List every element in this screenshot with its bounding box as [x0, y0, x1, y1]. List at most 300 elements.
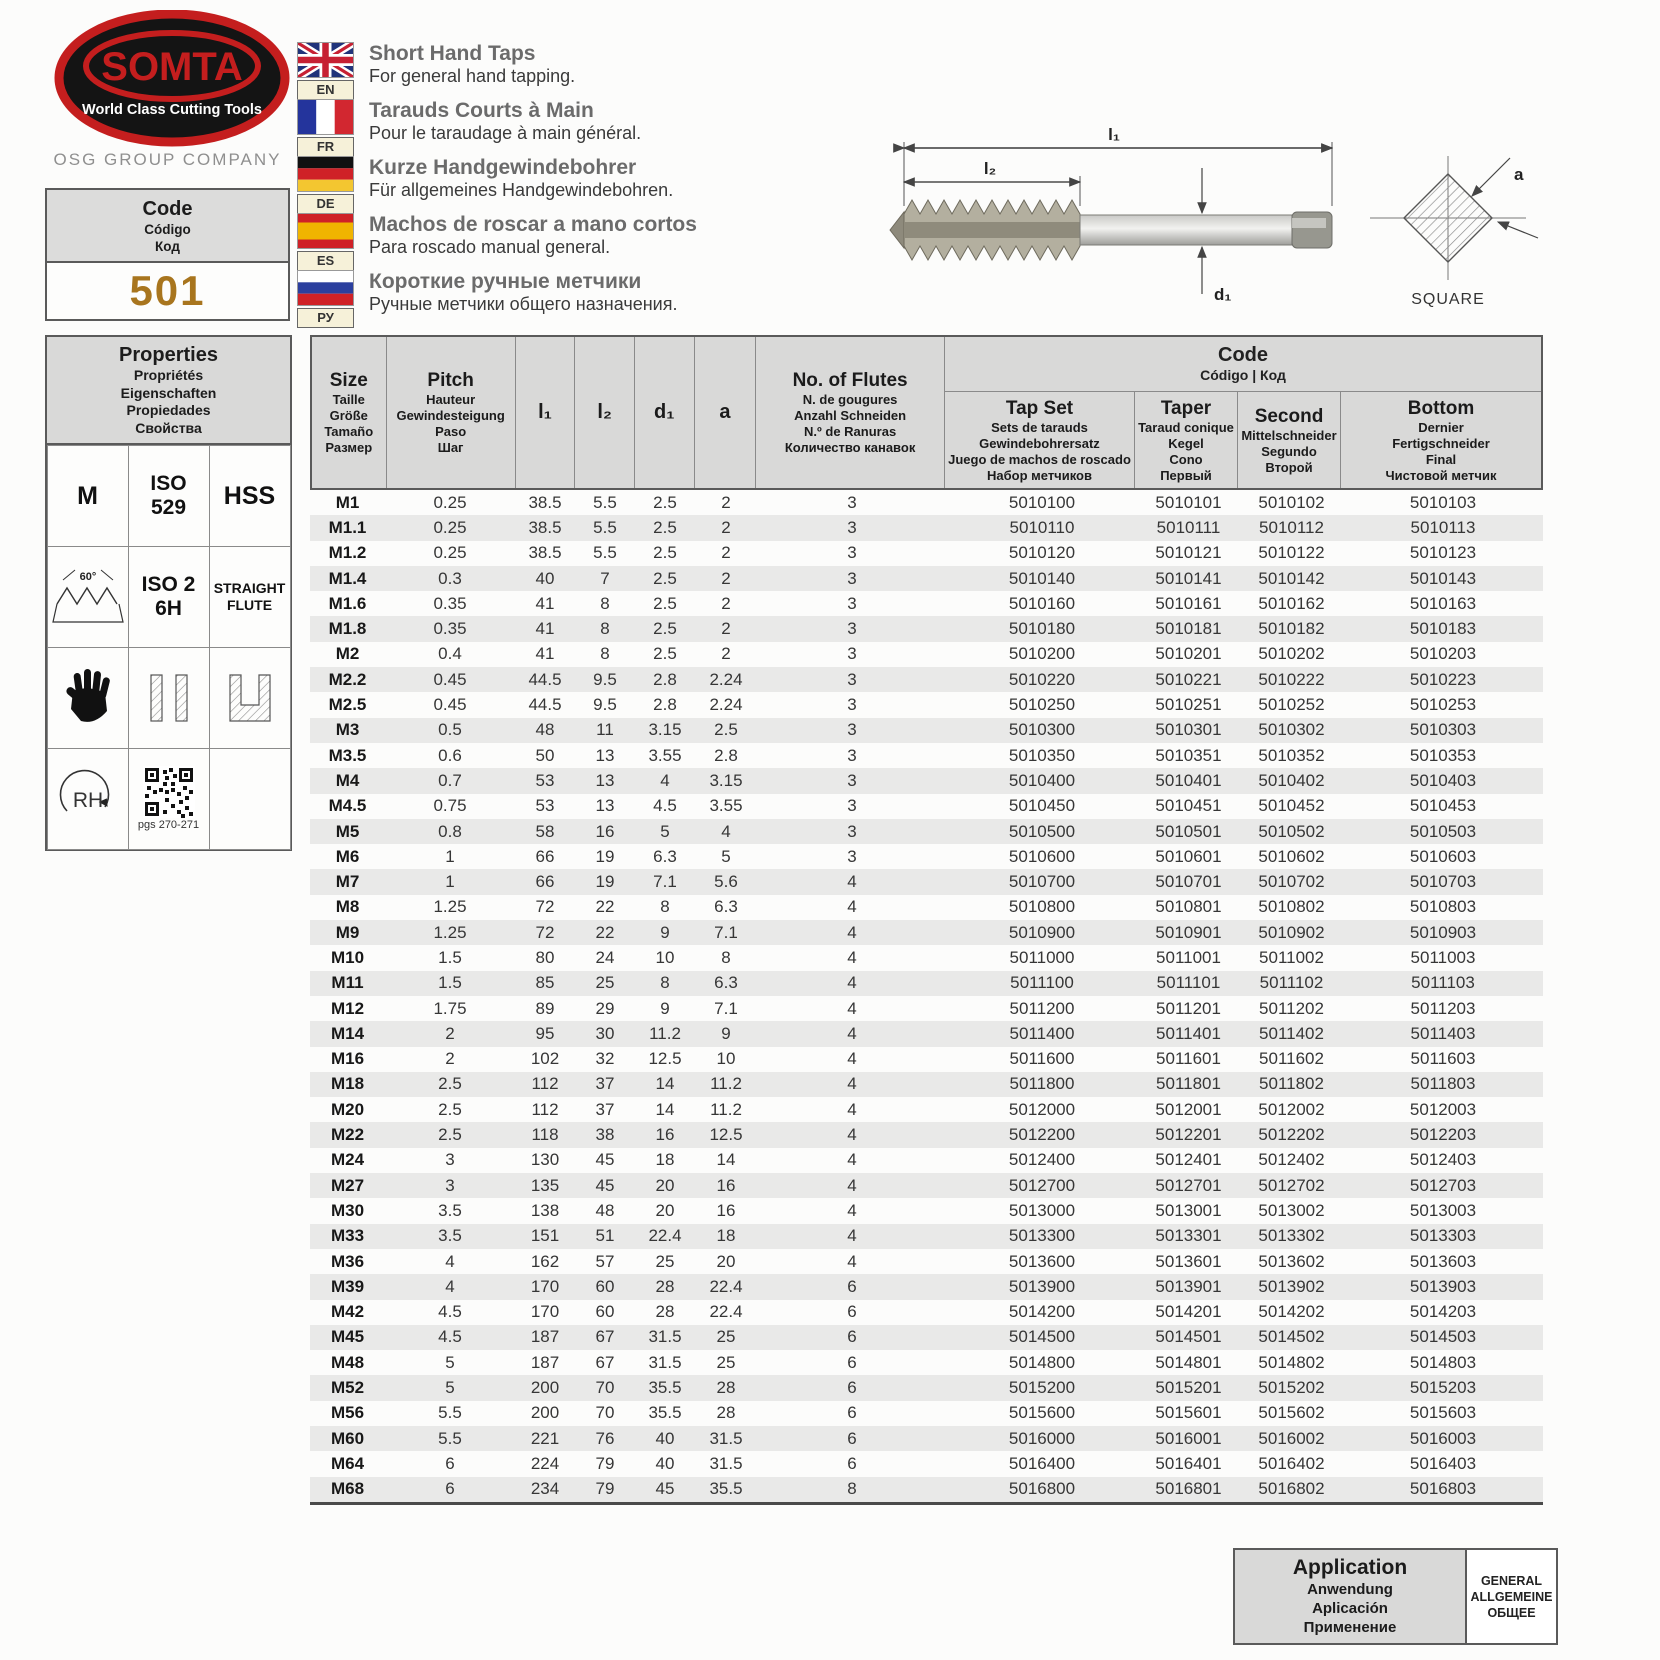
header-a: a	[695, 337, 757, 488]
cell-value: 14	[655, 1099, 675, 1119]
cell-value: 5.5	[593, 517, 617, 537]
cell-value: 5016001	[1155, 1428, 1222, 1448]
cell-value: 5010503	[1409, 821, 1477, 841]
cell-value: 4	[847, 1023, 857, 1043]
company-name: OSG GROUP COMPANY	[53, 150, 282, 169]
cell-value: 3.55	[648, 745, 682, 765]
cell-value: 5013301	[1155, 1226, 1222, 1246]
cell-value: 6.3	[714, 973, 738, 993]
cell-value: 5010113	[1410, 517, 1476, 537]
cell-value: 5013300	[1008, 1226, 1076, 1246]
cell-value: 5010121	[1155, 543, 1222, 563]
tap-drawing-graphic	[862, 110, 1562, 322]
lang-desc-fr: Pour le taraudage à main général.	[369, 123, 642, 143]
cell-value: 6.3	[714, 897, 738, 917]
cell-value: 37	[595, 1074, 615, 1094]
cell-value: 5010403	[1409, 770, 1477, 790]
cell-value: 5016803	[1409, 1479, 1477, 1499]
cell-size: M42	[330, 1302, 365, 1322]
cell-value: 0.25	[433, 492, 467, 512]
cell-value: 44.5	[528, 695, 562, 715]
cell-value: 48	[595, 1200, 615, 1220]
cell-value: 0.7	[438, 770, 462, 790]
cell-value: 89	[535, 998, 555, 1018]
profile-angle-label: 60°	[79, 570, 96, 583]
tap-technical-drawing	[862, 110, 1562, 327]
cell-value: 5013302	[1258, 1226, 1325, 1246]
cell-value: 5011102	[1259, 973, 1324, 993]
cell-value: 5011801	[1156, 1074, 1221, 1094]
square-section-diagram	[1370, 156, 1538, 308]
cell-value: 5010703	[1409, 872, 1477, 892]
cell-value: 6	[847, 1453, 857, 1473]
cell-value: 5013603	[1409, 1251, 1477, 1271]
cell-value: 5013902	[1258, 1276, 1325, 1296]
through-hole-icon	[128, 647, 210, 749]
cell-value: 5010160	[1008, 593, 1076, 613]
cell-value: 5016800	[1008, 1479, 1076, 1499]
table-row	[310, 844, 1543, 869]
cell-value: 60	[595, 1276, 615, 1296]
cell-size: M18	[330, 1074, 365, 1094]
cell-value: 3	[847, 568, 857, 588]
cell-value: 38.5	[528, 492, 562, 512]
cell-value: 5010202	[1258, 644, 1325, 664]
cell-value: 5	[445, 1378, 455, 1398]
cell-size: M3	[335, 720, 360, 740]
cell-value: 5.6	[714, 872, 738, 892]
cell-value: 31.5	[648, 1327, 682, 1347]
cell-value: 5010800	[1008, 897, 1076, 917]
cell-value: 5012402	[1258, 1150, 1325, 1170]
cell-value: 5.5	[593, 492, 617, 512]
cell-value: 5011603	[1410, 1049, 1476, 1069]
cell-value: 5014200	[1008, 1302, 1076, 1322]
cell-value: 5010251	[1155, 695, 1222, 715]
table-row	[310, 945, 1543, 970]
cell-value: 76	[595, 1428, 615, 1448]
prop-thread-designation: M	[47, 445, 129, 547]
cell-value: 10	[655, 947, 675, 967]
cell-size: M1.4	[328, 568, 367, 588]
cell-value: 6	[847, 1428, 857, 1448]
cell-value: 2	[721, 619, 731, 639]
cell-value: 5011203	[1410, 998, 1476, 1018]
cell-value: 11.2	[710, 1099, 742, 1119]
cell-value: 1.5	[438, 947, 462, 967]
cell-value: 4.5	[438, 1327, 462, 1347]
cell-value: 6	[847, 1302, 857, 1322]
cell-value: 187	[530, 1327, 560, 1347]
lang-title-fr: Tarauds Courts à Main	[369, 99, 594, 122]
table-row	[310, 1274, 1543, 1299]
table-row	[310, 515, 1543, 540]
cell-size: M20	[330, 1099, 365, 1119]
cell-value: 32	[595, 1049, 615, 1069]
cell-value: 5.5	[438, 1428, 462, 1448]
cell-size: M2.5	[328, 695, 367, 715]
cell-size: M36	[330, 1251, 365, 1271]
table-row	[310, 743, 1543, 768]
cell-size: M1.6	[328, 593, 367, 613]
cell-value: 170	[530, 1276, 560, 1296]
cell-value: 5011802	[1259, 1074, 1324, 1094]
cell-value: 72	[535, 922, 555, 942]
cell-value: 5010183	[1409, 619, 1477, 639]
cell-value: 66	[535, 846, 555, 866]
cell-value: 22	[595, 922, 615, 942]
cell-value: 6	[847, 1276, 857, 1296]
lang-title-ru: Короткие ручные метчики	[369, 270, 642, 293]
cell-value: 5	[721, 846, 731, 866]
cell-value: 5010181	[1155, 619, 1222, 639]
cell-value: 5010200	[1008, 644, 1076, 664]
cell-value: 79	[595, 1479, 615, 1499]
table-row	[310, 1097, 1543, 1122]
table-row	[310, 1426, 1543, 1451]
cell-value: 8	[660, 973, 670, 993]
table-row	[310, 1300, 1543, 1325]
cell-value: 5016400	[1008, 1453, 1076, 1473]
lang-code-ru: РУ	[297, 308, 354, 328]
code-box	[45, 188, 290, 321]
cell-value: 5011401	[1156, 1023, 1221, 1043]
cell-value: 2	[721, 644, 731, 664]
cell-value: 14	[716, 1150, 736, 1170]
cell-value: 3	[847, 517, 857, 537]
cell-value: 9	[660, 922, 670, 942]
cell-size: M56	[330, 1403, 365, 1423]
cell-size: M3.5	[328, 745, 367, 765]
cell-value: 48	[535, 720, 555, 740]
header-flutes: No. of Flutes N. de gougures Anzahl Schneiden N.º de Ranuras Количество канавок	[756, 337, 945, 488]
cell-value: 8	[721, 947, 731, 967]
cell-value: 5011100	[1010, 973, 1074, 993]
table-row	[310, 642, 1543, 667]
header-l2: l₂	[575, 337, 635, 488]
cell-value: 5011602	[1259, 1049, 1324, 1069]
cell-value: 3.55	[709, 796, 743, 816]
prop-standard: ISO 529	[128, 445, 210, 547]
cell-value: 35.5	[709, 1479, 743, 1499]
cell-value: 5014203	[1409, 1302, 1477, 1322]
cell-value: 5010450	[1008, 796, 1076, 816]
cell-size: M14	[330, 1023, 365, 1043]
somta-logo	[52, 10, 292, 155]
cell-value: 5.5	[438, 1403, 462, 1423]
cell-value: 5010900	[1008, 922, 1076, 942]
cell-value: 5011403	[1410, 1023, 1476, 1043]
cell-value: 5010143	[1409, 568, 1477, 588]
cell-value: 0.4	[438, 644, 462, 664]
dim-l1-label: l₁	[1108, 125, 1120, 144]
cell-value: 38.5	[528, 543, 562, 563]
cell-value: 44.5	[528, 669, 562, 689]
cell-size: M24	[330, 1150, 365, 1170]
cell-value: 2.24	[709, 669, 743, 689]
table-row	[310, 1350, 1543, 1375]
table-row	[310, 541, 1543, 566]
cell-value: 224	[530, 1453, 560, 1473]
cell-value: 5012203	[1409, 1125, 1477, 1145]
cell-size: M45	[330, 1327, 365, 1347]
cell-size: M1.2	[328, 543, 367, 563]
cell-value: 25	[716, 1352, 736, 1372]
cell-value: 5010112	[1259, 517, 1324, 537]
cell-size: M52	[330, 1378, 365, 1398]
cell-value: 4	[847, 947, 857, 967]
cell-value: 20	[655, 1175, 675, 1195]
dim-l2-label: l₂	[983, 159, 997, 178]
cell-size: M33	[330, 1226, 365, 1246]
cell-size: M39	[330, 1276, 365, 1296]
cell-value: 0.3	[438, 568, 462, 588]
cell-value: 13	[595, 796, 615, 816]
table-row	[310, 1122, 1543, 1147]
table-body	[310, 490, 1543, 1505]
france-flag-icon	[297, 99, 354, 135]
cell-value: 4	[847, 1125, 857, 1145]
cell-value: 5011002	[1259, 947, 1324, 967]
cell-value: 8	[600, 593, 610, 613]
cell-size: M2.2	[328, 669, 367, 689]
cell-value: 3	[847, 821, 857, 841]
cell-value: 85	[535, 973, 555, 993]
cell-value: 4	[847, 1200, 857, 1220]
table-row	[310, 1148, 1543, 1173]
cell-value: 0.25	[433, 543, 467, 563]
cell-value: 3	[847, 543, 857, 563]
cell-value: 3	[847, 593, 857, 613]
table-row	[310, 1072, 1543, 1097]
cell-value: 5012701	[1155, 1175, 1222, 1195]
cell-value: 8	[847, 1479, 857, 1499]
cell-value: 5010100	[1008, 492, 1076, 512]
cell-value: 0.45	[433, 669, 467, 689]
cell-value: 95	[535, 1023, 555, 1043]
cell-value: 5012703	[1409, 1175, 1477, 1195]
cell-value: 5010603	[1409, 846, 1477, 866]
cell-value: 5015202	[1258, 1378, 1325, 1398]
table-row	[310, 996, 1543, 1021]
lang-desc-ru: Ручные метчики общего назначения.	[369, 294, 678, 314]
cell-value: 4	[847, 1251, 857, 1271]
header-size: Size Taille Größe Tamaño Размер	[312, 337, 387, 488]
cell-value: 5.5	[593, 543, 617, 563]
header-bottom: Bottom Dernier Fertigschneider Final Чистовой метчик	[1385, 397, 1497, 483]
cell-value: 5014501	[1155, 1327, 1222, 1347]
cell-value: 5013303	[1409, 1226, 1477, 1246]
cell-value: 5012700	[1008, 1175, 1076, 1195]
cell-value: 5013600	[1008, 1251, 1076, 1271]
table-row	[310, 718, 1543, 743]
cell-value: 22.4	[709, 1302, 743, 1322]
lang-code-en: EN	[297, 80, 354, 100]
cell-value: 5010141	[1155, 568, 1222, 588]
cell-value: 5010902	[1258, 922, 1325, 942]
cell-size: M12	[330, 998, 365, 1018]
cell-value: 4	[445, 1251, 455, 1271]
cell-value: 5016801	[1155, 1479, 1222, 1499]
cell-value: 102	[530, 1049, 560, 1069]
cell-value: 5011101	[1156, 973, 1221, 993]
cell-value: 4	[847, 897, 857, 917]
dim-a-label: a	[1514, 165, 1524, 184]
cell-value: 5011400	[1009, 1023, 1075, 1043]
cell-value: 9	[660, 998, 670, 1018]
cell-value: 5011600	[1009, 1049, 1075, 1069]
cell-value: 5013903	[1409, 1276, 1477, 1296]
cell-value: 5012001	[1155, 1099, 1222, 1119]
cell-value: 5012401	[1155, 1150, 1222, 1170]
cell-value: 5011003	[1410, 947, 1476, 967]
cell-value: 28	[716, 1378, 736, 1398]
cell-value: 234	[530, 1479, 560, 1499]
cell-value: 5010901	[1155, 922, 1222, 942]
cell-value: 31.5	[709, 1428, 743, 1448]
cell-value: 5011402	[1259, 1023, 1324, 1043]
table-row	[310, 920, 1543, 945]
cell-value: 3	[847, 619, 857, 639]
cell-value: 5016403	[1409, 1453, 1477, 1473]
cell-size: M6	[335, 846, 360, 866]
cell-value: 5013601	[1155, 1251, 1222, 1271]
cell-value: 5010201	[1155, 644, 1222, 664]
cell-value: 200	[530, 1378, 560, 1398]
table-row	[310, 895, 1543, 920]
cell-value: 28	[716, 1403, 736, 1423]
cell-value: 3	[847, 695, 857, 715]
cell-value: 5012702	[1258, 1175, 1325, 1195]
cell-value: 5010352	[1258, 745, 1325, 765]
empty-cell	[209, 748, 291, 850]
cell-value: 5015603	[1409, 1403, 1477, 1423]
cell-value: 1.75	[433, 998, 467, 1018]
cell-value: 2.5	[653, 644, 677, 664]
cell-value: 11	[596, 720, 614, 740]
cell-value: 0.5	[438, 720, 462, 740]
cell-value: 24	[595, 947, 615, 967]
brand-name: SOMTA	[101, 45, 243, 89]
cell-value: 6	[847, 1403, 857, 1423]
cell-value: 221	[530, 1428, 560, 1448]
cell-value: 118	[531, 1125, 559, 1145]
cell-value: 3.15	[648, 720, 682, 740]
cell-value: 5010402	[1258, 770, 1325, 790]
cell-size: M7	[335, 872, 360, 892]
cell-value: 45	[595, 1175, 615, 1195]
cell-value: 41	[535, 593, 555, 613]
cell-value: 4	[445, 1276, 455, 1296]
cell-value: 22.4	[648, 1226, 682, 1246]
cell-value: 5014503	[1409, 1327, 1477, 1347]
cell-value: 5	[660, 821, 670, 841]
table-row	[310, 667, 1543, 692]
table-row	[310, 616, 1543, 641]
cell-value: 5010302	[1258, 720, 1325, 740]
cell-value: 5010600	[1008, 846, 1076, 866]
cell-value: 57	[595, 1251, 615, 1271]
cell-value: 5010601	[1155, 846, 1222, 866]
cell-value: 4	[847, 922, 857, 942]
cell-value: 5016000	[1008, 1428, 1076, 1448]
cell-value: 6	[847, 1378, 857, 1398]
cell-size: M4.5	[328, 796, 367, 816]
cell-value: 5012202	[1258, 1125, 1325, 1145]
cell-value: 60	[595, 1302, 615, 1322]
table-row	[310, 692, 1543, 717]
cell-value: 40	[655, 1453, 675, 1473]
table-row	[310, 1375, 1543, 1400]
cell-size: M1.8	[328, 619, 367, 639]
cell-value: 19	[595, 872, 615, 892]
cell-value: 5010303	[1409, 720, 1477, 740]
cell-value: 2.5	[438, 1125, 462, 1145]
cell-value: 3	[847, 745, 857, 765]
cell-value: 2.5	[653, 593, 677, 613]
cell-value: 45	[655, 1479, 675, 1499]
cell-value: 4	[847, 1150, 857, 1170]
cell-value: 38.5	[528, 517, 562, 537]
cell-value: 20	[716, 1251, 736, 1271]
cell-value: 2.5	[714, 720, 738, 740]
cell-value: 5012403	[1409, 1150, 1477, 1170]
cell-value: 5012002	[1258, 1099, 1325, 1119]
table-row	[310, 1325, 1543, 1350]
cell-value: 28	[655, 1302, 675, 1322]
header-second: Second Mittelschneider Segundo Второй	[1238, 392, 1341, 488]
cell-value: 4	[847, 973, 857, 993]
cell-value: 5	[445, 1352, 455, 1372]
glove-icon	[47, 647, 129, 749]
cell-value: 5010702	[1258, 872, 1325, 892]
cell-value: 5010140	[1008, 568, 1076, 588]
cell-value: 22	[595, 897, 615, 917]
cell-value: 20	[655, 1200, 675, 1220]
language-item-es	[297, 213, 697, 270]
cell-value: 5010502	[1258, 821, 1325, 841]
table-row	[310, 1401, 1543, 1426]
cell-value: 25	[655, 1251, 675, 1271]
header-taper: Taper Taraud conique Kegel Cono Первый	[1135, 392, 1238, 488]
cell-value: 9	[721, 1023, 731, 1043]
qr-code	[128, 748, 210, 850]
cell-value: 2	[721, 517, 731, 537]
cell-value: 5010252	[1258, 695, 1325, 715]
cell-value: 31.5	[709, 1453, 743, 1473]
cell-value: 5014800	[1008, 1352, 1076, 1372]
germany-flag-icon	[297, 156, 354, 192]
cell-value: 18	[716, 1226, 736, 1246]
header-code-title: Code Código | Код	[945, 337, 1541, 392]
cell-value: 5010351	[1155, 745, 1222, 765]
cell-value: 5010222	[1258, 669, 1325, 689]
cell-value: 37	[595, 1099, 615, 1119]
cell-value: 35.5	[648, 1378, 682, 1398]
cell-value: 187	[530, 1352, 560, 1372]
spain-flag-icon	[297, 213, 354, 249]
cell-value: 5011200	[1009, 998, 1075, 1018]
cell-value: 12.5	[648, 1049, 682, 1069]
cell-size: M10	[330, 947, 365, 967]
cell-value: 3	[847, 644, 857, 664]
cell-value: 5010122	[1258, 543, 1325, 563]
header-pitch: Pitch Hauteur Gewindesteigung Paso Шаг	[387, 337, 516, 488]
cell-value: 5015203	[1409, 1378, 1477, 1398]
cell-value: 5010161	[1155, 593, 1222, 613]
cell-value: 41	[535, 644, 555, 664]
cell-value: 5010301	[1155, 720, 1222, 740]
